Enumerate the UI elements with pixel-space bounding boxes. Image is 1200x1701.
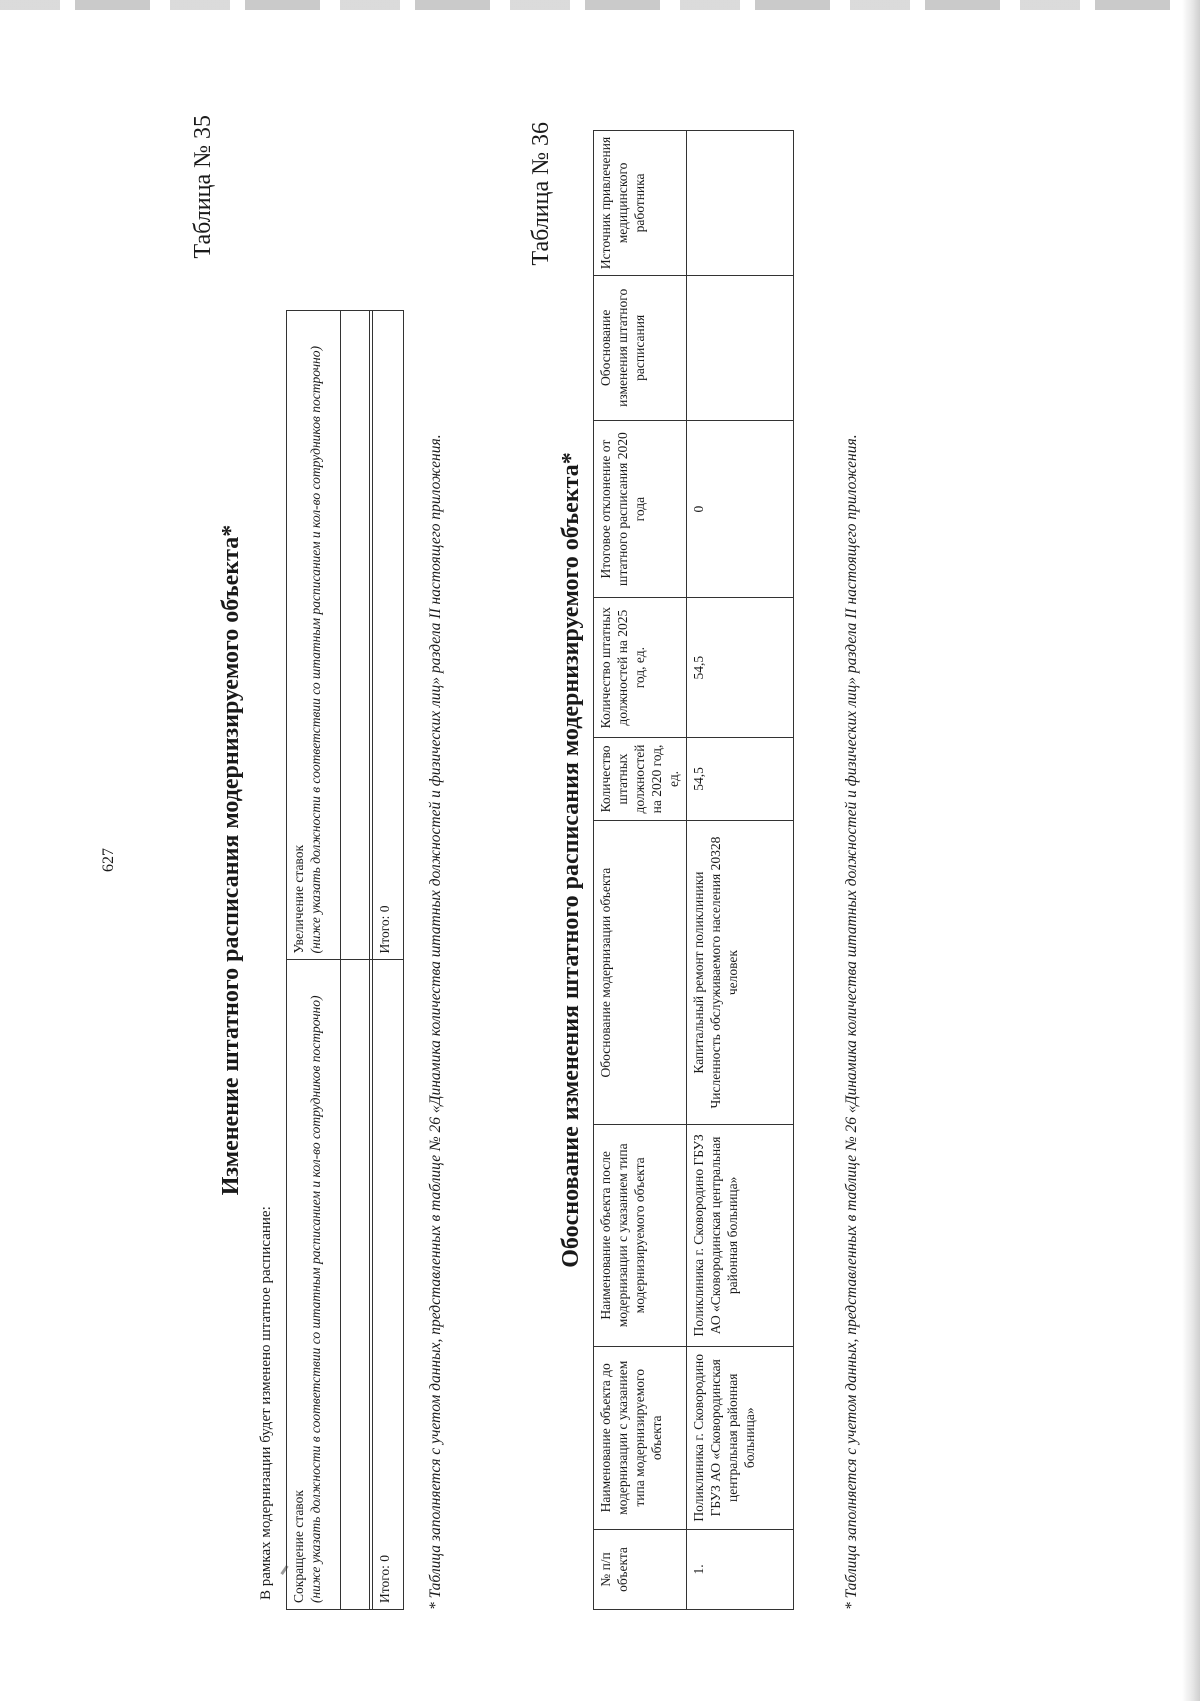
table36-header-before: Наименование объекта до модернизации с указанием типа модернизируемого объекта — [594, 1346, 687, 1529]
table36-header-staff-2025: Количество штатных должностей на 2025 год, ед. — [594, 598, 687, 737]
scan-top-edge — [0, 0, 1200, 10]
table36-cell-justification: Капитальный ремонт поликлиники Численность обслуживаемого населения 20328 человек — [687, 821, 794, 1125]
table36-header-num: № п/п объекта — [594, 1529, 687, 1609]
table36-cell-staff-2025: 54,5 — [687, 598, 794, 737]
table36-cell-source — [687, 131, 794, 276]
table36-title: Обоснование изменения штатного расписания модернизируемого объекта* — [558, 452, 584, 1268]
table36-cell-num: 1. — [687, 1529, 794, 1609]
table35-footnote: * Таблица заполняется с учетом данных, представленных в таблице № 26 «Динамика количества штатных должностей и физических лиц» раздела II настоящего приложения. — [427, 434, 444, 1610]
table35-col2-title: Увеличение ставок — [291, 844, 306, 954]
table36-cell-change-reason — [687, 275, 794, 420]
table35-col1-title: Сокращение ставок — [291, 1490, 306, 1603]
table35-intro: В рамках модернизации будет изменено штатное расписание: — [258, 1206, 274, 1600]
table36 — [593, 130, 794, 1610]
table36-header-change-reason: Обоснование изменения штатного расписания — [594, 275, 687, 420]
table35-title: Изменение штатного расписания модернизируемого объекта* — [218, 524, 244, 1196]
table36-footnote: * Таблица заполняется с учетом данных, представленных в таблице № 26 «Динамика количества штатных должностей и физических лиц» раздела II настоящего приложения. — [843, 434, 860, 1610]
table35-total-row — [373, 311, 404, 1610]
table36-header-justification: Обоснование модернизации объекта — [594, 821, 687, 1125]
table35-total2: Итого: 0 — [373, 311, 404, 961]
table36-cell-deviation: 0 — [687, 420, 794, 598]
page-number: 627 — [100, 848, 117, 872]
table35-total1: Итого: 0 — [373, 960, 404, 1610]
table36-header-row — [594, 131, 687, 1610]
table35-label: Таблица № 35 — [190, 115, 216, 259]
table-row — [687, 131, 794, 1610]
table35-empty-cell — [341, 311, 370, 961]
table35-col2-hint: (ниже указать должности в соответствии со штатным расписанием и кол-во сотрудников построчно) — [307, 346, 323, 954]
table35-col1-hint: (ниже указать должности в соответствии со штатным расписанием и кол-во сотрудников построчно) — [307, 995, 323, 1603]
table36-header-after: Наименование объекта после модернизации с указанием типа модернизируемого объекта — [594, 1125, 687, 1347]
table36-cell-after: Поликлиника г. Сковородино ГБУЗ АО «Сковородинская центральная районная больница» — [687, 1125, 794, 1347]
table36-header-deviation: Итоговое отклонение от штатного расписания 2020 года — [594, 420, 687, 598]
table36-cell-before: Поликлиника г. Сковородино ГБУЗ АО «Сковородинская центральная районная больница» — [687, 1346, 794, 1529]
scan-right-edge — [1182, 0, 1200, 1701]
table35-empty-cell — [341, 960, 370, 1610]
table36-label: Таблица № 36 — [528, 122, 554, 266]
table35-empty-row — [341, 311, 370, 1610]
rotated-page — [100, 80, 940, 1640]
table36-header-source: Источник привлечения медицинского работника — [594, 131, 687, 276]
table36-header-staff-2020: Количество штатных должностей на 2020 год, ед. — [594, 737, 687, 820]
table35-col-increase — [287, 311, 341, 961]
table35 — [286, 310, 404, 1610]
table35-col-reduction — [287, 960, 341, 1610]
table36-cell-staff-2020: 54,5 — [687, 737, 794, 820]
